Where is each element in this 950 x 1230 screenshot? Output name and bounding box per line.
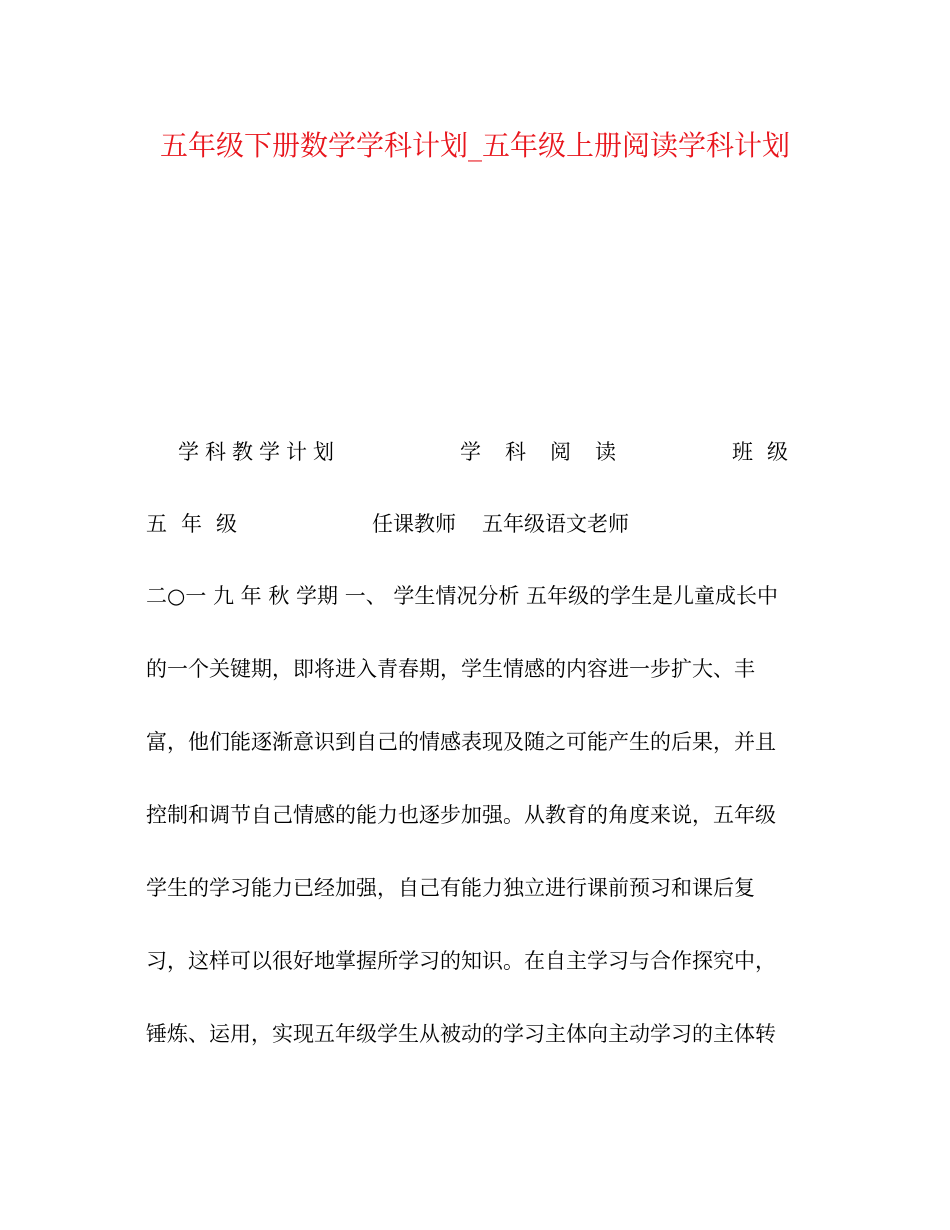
body-line: 控制和调节自己情感的能力也逐步加强。从教育的角度来说，五年级 xyxy=(146,803,776,827)
grade-value: 五年级 xyxy=(146,512,251,536)
body-line: 习，这样可以很好地掌握所学习的知识。在自主学习与合作探究中， xyxy=(146,949,776,973)
teacher-label: 任课教师 xyxy=(372,512,456,536)
class-label: 班级 xyxy=(732,440,802,464)
body-line: 锤炼、运用，实现五年级学生从被动的学习主体向主动学习的主体转 xyxy=(146,1022,776,1046)
subject-label: 学科阅读 xyxy=(460,440,640,464)
body-line: 的一个关键期，即将进入青春期，学生情感的内容进一步扩大、丰 xyxy=(146,657,755,681)
document-title: 五年级下册数学学科计划_五年级上册阅读学科计划 xyxy=(159,129,790,162)
body-line: 富，他们能逐渐意识到自己的情感表现及随之可能产生的后果，并且 xyxy=(146,730,776,754)
body-line: 二○一 九 年 秋 学期 一、 学生情况分析 五年级的学生是儿童成长中 xyxy=(146,584,779,608)
body-line: 学生的学习能力已经加强，自己有能力独立进行课前预习和课后复 xyxy=(146,876,755,900)
plan-label: 学科教学计划 xyxy=(178,440,340,464)
teacher-name: 五年级语文老师 xyxy=(482,512,629,536)
